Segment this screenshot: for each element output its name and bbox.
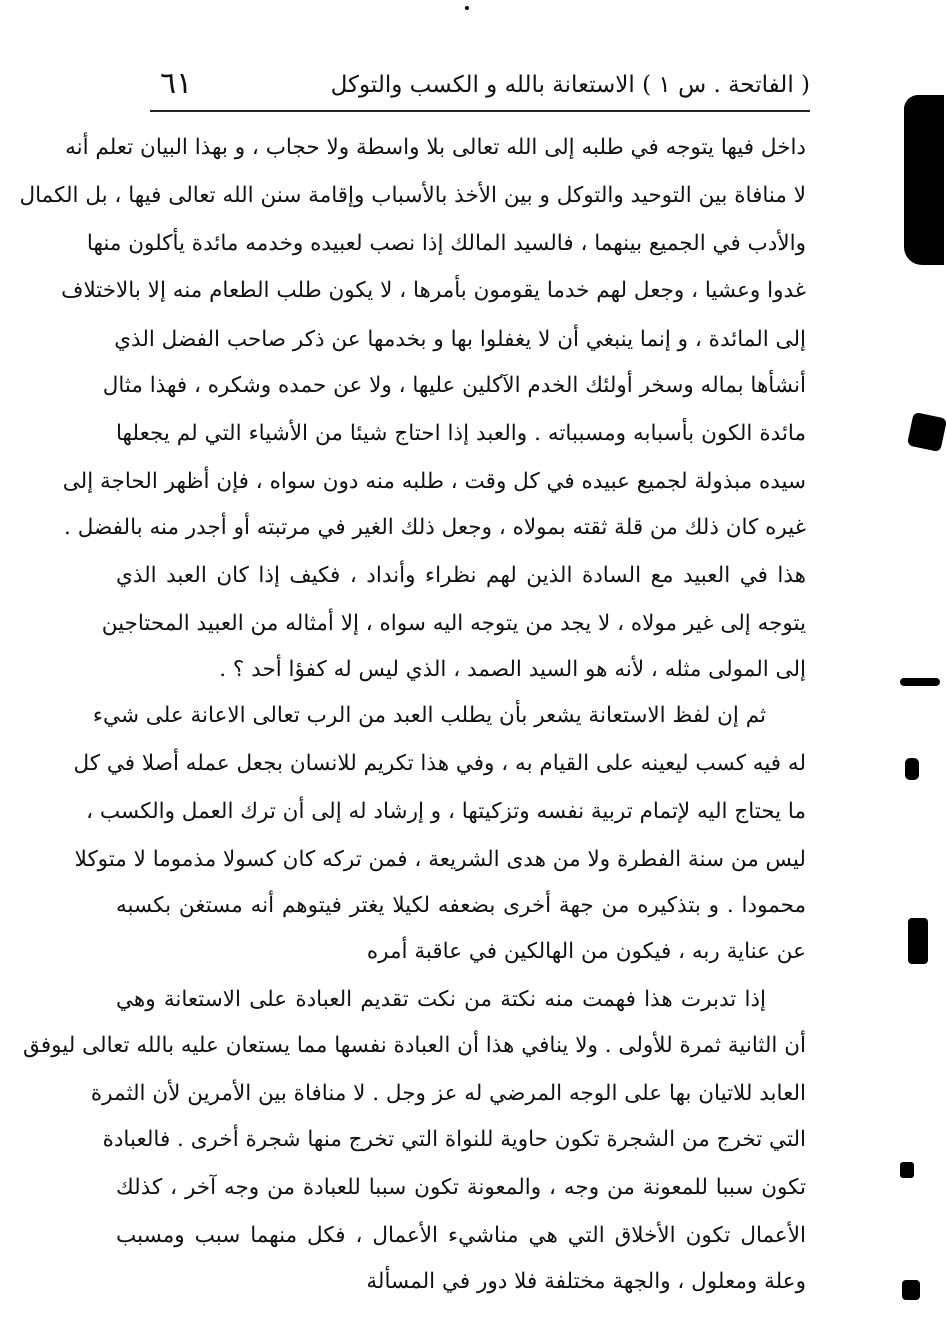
text-line: العابد للاتيان بها على الوجه المرضي له عز وجل . لا منافاة بين الأمرين لأن الثمرة (90, 1081, 806, 1106)
text-line: يتوجه إلى غير مولاه ، لا يجد من يتوجه اليه سواه ، إلا أمثاله من العبيد المحتاجين (101, 611, 806, 636)
scan-speck (900, 678, 940, 686)
text-line: ما يحتاج اليه لإتمام تربية نفسه وتزكيتها ، و إرشاد له إلى أن ترك العمل والكسب ، (86, 799, 806, 824)
text-line: إذا تدبرت هذا فهمت منه نكتة من نكت تقديم العبادة على الاستعانة وهي (116, 987, 766, 1012)
scan-speck (907, 412, 947, 452)
binding-shadow (904, 95, 944, 265)
text-line: هذا في العبيد مع السادة الذين لهم نظراء وأنداد ، فكيف إذا كان العبد الذي (116, 563, 806, 588)
text-line: ثم إن لفظ الاستعانة يشعر بأن يطلب العبد من الرب تعالى الاعانة على شيء (92, 703, 766, 728)
text-line: والأدب في الجميع بينهما ، فالسيد المالك إذا نصب لعبيده وخدمه مائدة يأكلون منها (86, 231, 806, 256)
text-line: ليس من سنة الفطرة ولا من هدى الشريعة ، فمن تركه كان كسولا مذموما لا متوكلا (74, 847, 806, 872)
text-line: تكون سببا للمعونة من وجه ، والمعونة تكون سببا للعبادة من وجه آخر ، كذلك (116, 1175, 806, 1200)
scan-speck (908, 918, 928, 964)
scan-speck (465, 6, 469, 10)
text-line: له فيه كسب ليعينه على القيام به ، وفي هذا تكريم للانسان بجعل عمله أصلا في كل (73, 751, 806, 776)
text-line: غيره كان ذلك من قلة ثقته بمولاه ، وجعل ذلك الغير في مرتبته أو أجدر منه بالفضل . (64, 515, 806, 540)
scan-speck (902, 1280, 920, 1300)
text-line: التي تخرج من الشجرة تكون حاوية للنواة التي تخرج منها شجرة أخرى . فالعبادة (102, 1127, 806, 1152)
text-line: إلى المولى مثله ، لأنه هو السيد الصمد ، الذي ليس له كفؤا أحد ؟ . (219, 657, 806, 682)
header-rule (150, 110, 810, 112)
text-line: الأعمال تكون الأخلاق التي هي مناشيء الأعمال ، فكل منهما سبب ومسبب (116, 1223, 806, 1248)
text-line: داخل فيها يتوجه في طلبه إلى الله تعالى بلا واسطة ولا حجاب ، و بهذا البيان تعلم أنه (65, 135, 806, 160)
text-line: أنشأها بماله وسخر أولئك الخدم الآكلين عليها ، ولا عن حمده وشكره ، فهذا مثال (102, 373, 806, 398)
scan-speck (905, 758, 919, 780)
text-line: مائدة الكون بأسبابه ومسبباته . والعبد إذا احتاج شيئا من الأشياء التي لم يجعلها (116, 421, 806, 446)
text-line: إلى المائدة ، و إنما ينبغي أن لا يغفلوا بها و بخدمها عن ذكر صاحب الفضل الذي (114, 327, 806, 352)
text-line: غدوا وعشيا ، وجعل لهم خدما يقومون بأمرها ، لا يكون طلب الطعام منه إلا بالاختلاف (61, 278, 806, 303)
scan-speck (900, 1162, 914, 1178)
page-number: ٦١ (160, 66, 193, 101)
text-line: عن عناية ربه ، فيكون من الهالكين في عاقبة أمره (366, 939, 806, 964)
text-line: لا منافاة بين التوحيد والتوكل و بين الأخذ بالأسباب وإقامة سنن الله تعالى فيها ، بل الكمال (19, 183, 806, 208)
running-title: ( الفاتحة . س ١ ) الاستعانة بالله و الكسب والتوكل (330, 72, 810, 98)
text-line: سيده مبذولة لجميع عبيده في كل وقت ، طلبه منه دون سواه ، فإن أظهر الحاجة إلى (62, 469, 806, 494)
text-line: وعلة ومعلول ، والجهة مختلفة فلا دور في المسألة (366, 1269, 806, 1294)
page-header (150, 62, 810, 108)
text-line: محمودا . و بتذكيره من جهة أخرى بضعفه لكيلا يغتر فيتوهم أنه مستغن بكسبه (116, 893, 806, 918)
text-line: أن الثانية ثمرة للأولى . ولا ينافي هذا أن العبادة نفسها مما يستعان عليه بالله تعالى ليوفق (22, 1033, 806, 1058)
